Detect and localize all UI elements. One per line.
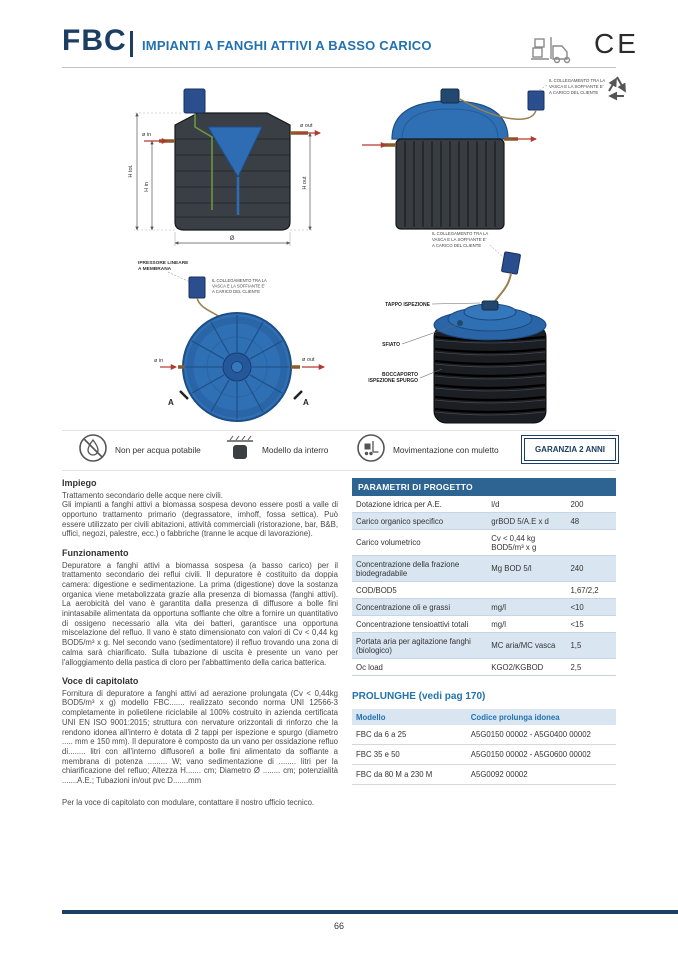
section-paragraph: Gli impianti a fanghi attivi a biomassa sospesa devono essere posti a valle di opportuno trattamento primario (degrassatore, imhoff, fossa settica). Può essere utilizzato per civili abitazioni, attività commerciali (ristorazione, bar, B&B, uffici, negozi, palestre, ecc.) o fabbriche (tranne le acque di lavorazione). [62, 500, 338, 539]
section-impiego [62, 478, 338, 539]
features-divider-top [62, 430, 616, 431]
section-voce-di-capitolato [62, 676, 338, 786]
boccaporto-label: BOCCAPORTO [381, 372, 418, 378]
feature-label: Non per acqua potabile [115, 445, 201, 455]
section-paragraph: Fornitura di depuratore a fanghi attivi ad aerazione prolungata (Cv < 0,44kg BOD5/m³ x g) modello FBC....... realizzato secondo norma UNI 12566-3 completamente in polietilene riciclabile al 100% costruito in azienda certificata UNI EN ISO 9001:2015; struttura con nervature orizzontali di rinforzo che la rendono idonea all'interro è dotata di 2 tappi per ispezione e spurgo (diametro ..... mm e 150 mm). Il depuratore è composto da un vano per ossidazione refluo di........ litri con all'interno diffusore/i a bolle fini alimentato da soffiante a membrana di potenza ......... W; vano sedimentazione di ........ litri per la chiarificazione del refluo; Altezza H....... cm; Diametro Ø ........ cm; potenzialità .......A.E.; Tubazioni in/out pvc D.......mm [62, 688, 338, 786]
underground-model-icon [225, 433, 255, 468]
technical-diagrams [62, 75, 616, 427]
header-divider [130, 31, 133, 57]
brand-code: FBC [62, 24, 127, 57]
blower-box [528, 91, 544, 110]
section-title: Impiego [62, 478, 97, 488]
table-row: Oc load KGO2/KGBOD 2,5 [352, 659, 616, 676]
feature-no-potable-water [78, 434, 201, 466]
table-row: Carico organico specifico grBOD 5/A.E x d 48 [352, 513, 616, 530]
prolunghe-header-row [352, 709, 616, 725]
tappo-label: TAPPO ISPEZIONE [385, 302, 430, 308]
compressor-label: IPRESSORE LINEARE [138, 261, 189, 266]
right-column [352, 478, 616, 785]
no-potable-water-icon [78, 433, 108, 468]
svg-text:ISPEZIONE SPURGO: ISPEZIONE SPURGO [368, 378, 418, 384]
table-row: Concentrazione della frazione biodegradabile Mg BOD 5/l 240 [352, 556, 616, 582]
section-paragraph: Depuratore a fanghi attivi a biomassa sospesa (a basso carico) per il trattamento secondario dei reflui civili. Il depuratore è costituito da doppia camera: digestione e sedimentazione. La prima (digestione) dove la sostanza organica viene metabolizzata grazie alla presenza di biomassa (fanghi attivi). La aerobicità del vano è garantita dalla presenza di diffusore a bolle fini inintasabile alimentata da opportuna soffiante che oltre a fornire un quantitativo di ossigeno necessario alla vita dei batteri, garantisce una opportuna miscelazione del refluo. Il vano è stato dimensionato con valori di Cv < 0,44 kg BOD5/m³ x g. Nel secondo vano (sedimentatore) il refluo trovando una zona di calma sarà chiarificato. Sulla tubazione di uscita è presente un vano per l'alloggiamento della pastica di cloro per l'abbattimento della carica batterica. [62, 560, 338, 667]
svg-text:IL COLLEGAMENTO TRA LA: IL COLLEGAMENTO TRA LA [432, 231, 489, 236]
table-row: FBC 35 e 50 A5G0150 00002 - A5G0600 00002 [352, 745, 616, 765]
forklift-handling-icon [531, 34, 577, 69]
ce-mark: CE [594, 28, 639, 59]
svg-text:A CARICO DEL CLIENTE: A CARICO DEL CLIENTE [432, 243, 482, 248]
table-row: Carico volumetrico Cv < 0,44 kg BOD5/m³ x g [352, 530, 616, 556]
svg-text:A: A [168, 398, 174, 407]
table-row: Concentrazione oli e grassi mg/l <10 [352, 599, 616, 616]
svg-text:A MEMBRANA: A MEMBRANA [138, 267, 172, 272]
column-header: Modello [356, 712, 386, 722]
section-funzionamento [62, 548, 338, 667]
section-title: Funzionamento [62, 548, 129, 559]
outlet-label: ø out [300, 123, 313, 129]
warranty-badge: GARANZIA 2 ANNI [524, 438, 616, 461]
dim-h-out: H out [302, 176, 308, 190]
table-row: FBC da 6 a 25 A5G0150 00002 - A5G0400 00002 [352, 725, 616, 745]
sfiato-label: SFIATO [382, 342, 400, 348]
svg-text:A CARICO DEL CLIENTE: A CARICO DEL CLIENTE [549, 90, 599, 95]
tank-3d-drawing [368, 231, 546, 423]
blower-box [184, 89, 205, 113]
column-header: Codice prolunga idonea [470, 712, 560, 722]
dim-diameter: Ø [229, 236, 235, 242]
left-column [62, 478, 338, 807]
table-row: COD/BOD5 1,67/2,2 [352, 582, 616, 599]
section-paragraph: Trattamento secondario delle acque nere civili. [62, 490, 223, 500]
feature-underground-model [225, 434, 328, 466]
table-row: Dotazione idrica per A.E. l/d 200 [352, 496, 616, 513]
feature-label: Movimentazione con muletto [393, 445, 499, 455]
svg-text:VASCA E LA SOFFIANTE E': VASCA E LA SOFFIANTE E' [549, 84, 604, 89]
blower-box [189, 277, 205, 298]
blower-box [501, 252, 520, 274]
top-view-drawing [138, 260, 324, 421]
table-row: FBC da 80 M a 230 M A5G0092 00002 [352, 765, 616, 785]
table-row: Portata aria per agitazione fanghi (biologico) MC aria/MC vasca 1,5 [352, 633, 616, 659]
contact-note: Per la voce di capitolato con modulare, contattare il nostro ufficio tecnico. [62, 797, 315, 807]
table-row: Concentrazione tensioattivi totali mg/l <15 [352, 616, 616, 633]
svg-text:VASCA E LA SOFFIANTE E': VASCA E LA SOFFIANTE E' [432, 237, 487, 242]
prolunghe-title: PROLUNGHE (vedi pag 170) [352, 691, 486, 702]
svg-text:ø out: ø out [302, 357, 315, 363]
forklift-icon [356, 433, 386, 468]
svg-text:VASCA E LA SOFFIANTE E': VASCA E LA SOFFIANTE E' [212, 283, 266, 289]
dim-h-tot: H tot. [128, 164, 134, 178]
svg-text:A CARICO DEL CLIENTE: A CARICO DEL CLIENTE [212, 289, 261, 294]
project-parameters-table [352, 478, 616, 676]
section-title: Voce di capitolato [62, 676, 139, 687]
dim-h-in: H in [144, 182, 150, 192]
svg-text:A: A [303, 398, 309, 407]
front-view-drawing [362, 89, 536, 229]
page-number: 66 [333, 921, 344, 931]
footer-rule [62, 910, 678, 914]
side-section-drawing [128, 89, 320, 246]
prolunghe-table [352, 691, 616, 785]
inlet-label: ø in [142, 132, 152, 138]
svg-text:ø in: ø in [154, 358, 164, 364]
features-divider-bottom [62, 470, 616, 471]
feature-forklift-handling [356, 434, 499, 466]
params-table-title: PARAMETRI DI PROGETTO [352, 478, 616, 496]
page-title: IMPIANTI A FANGHI ATTIVI A BASSO CARICO [142, 38, 432, 53]
svg-text:IL COLLEGAMENTO TRA LA: IL COLLEGAMENTO TRA LA [212, 278, 267, 283]
feature-label: Modello da interro [262, 445, 329, 455]
svg-text:IL COLLEGAMENTO TRA LA: IL COLLEGAMENTO TRA LA [549, 78, 606, 83]
